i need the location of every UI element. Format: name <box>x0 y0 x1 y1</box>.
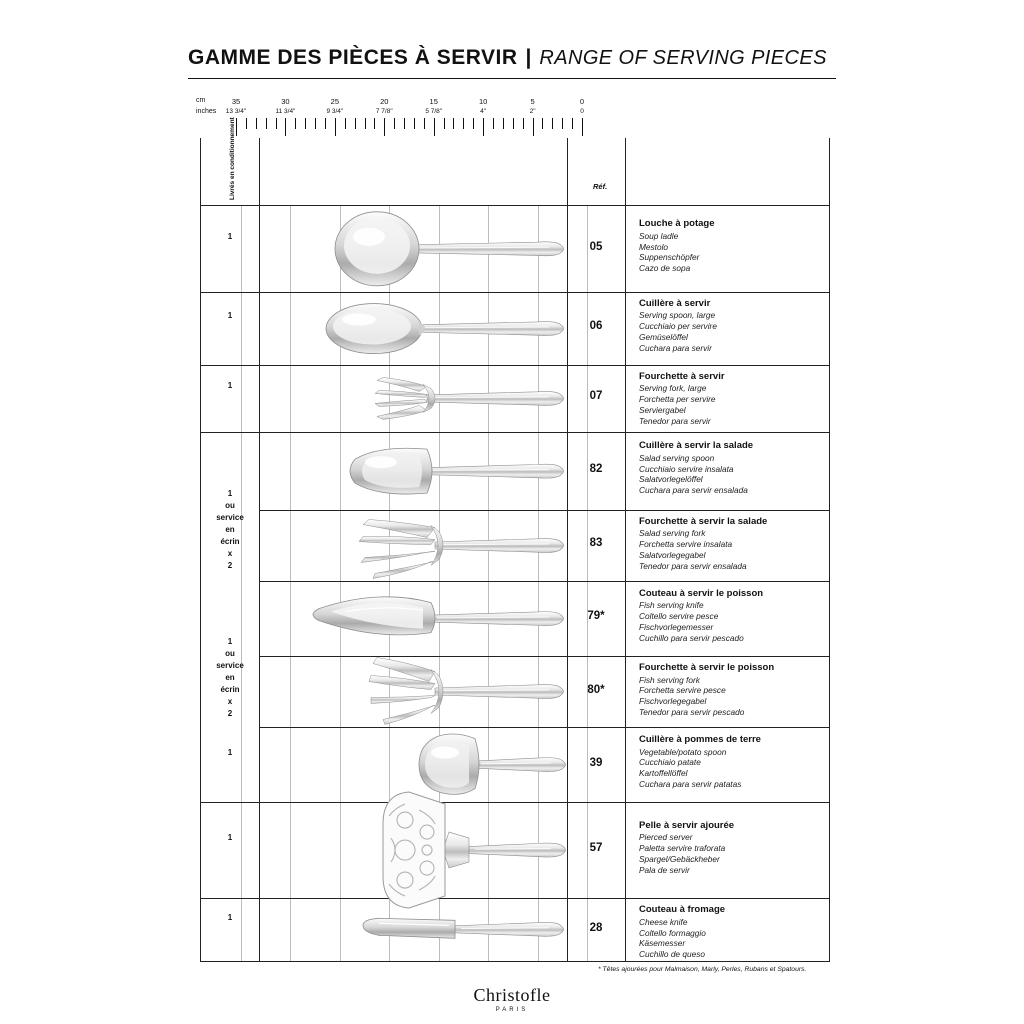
product-name-translation: Cuchara para servir <box>639 342 712 353</box>
product-name-translation: Forchetta per servire <box>639 394 716 405</box>
product-name-translation: Forchetta servire pesce <box>639 685 726 696</box>
cutlery-illustration-cheese-knife <box>259 898 567 961</box>
packaging-label <box>213 117 273 202</box>
reference-number: 83 <box>589 537 603 550</box>
ruler-tick <box>295 118 296 129</box>
brand-sub: PARIS <box>495 1007 529 1013</box>
reference-number: 57 <box>589 842 603 855</box>
table-row <box>201 898 829 961</box>
table-row <box>201 206 829 292</box>
ruler-tick <box>335 118 336 136</box>
product-names <box>639 820 825 876</box>
title-french: GAMME DES PIÈCES À SERVIR <box>188 46 518 69</box>
ruler-tick <box>345 118 346 129</box>
ruler-tick <box>483 118 484 136</box>
product-names <box>639 218 825 274</box>
ruler-tick <box>523 118 524 129</box>
product-name-translation: Coltello servire pesce <box>639 611 719 622</box>
ruler-tick <box>542 118 543 129</box>
cutlery-illustration-salad-spoon <box>259 432 567 510</box>
packaging-qty: 1 <box>227 912 233 922</box>
ruler-tick <box>285 118 286 136</box>
ruler-inch-label: 4" <box>480 108 487 115</box>
product-name-translation: Cheese knife <box>639 916 688 927</box>
ruler-cm-label: 35 <box>231 97 241 106</box>
ruler-tick <box>276 118 277 129</box>
product-name-translation: Serving spoon, large <box>639 310 716 321</box>
ruler-tick <box>434 118 435 136</box>
ruler-tick <box>305 118 306 129</box>
ruler-tick <box>394 118 395 129</box>
product-name-fr: Fourchette à servir <box>639 370 725 382</box>
packaging-qty: 1 <box>227 311 233 321</box>
ruler-tick <box>246 118 247 129</box>
cutlery-illustration-serving-fork <box>259 365 567 432</box>
cutlery-illustration-ladle <box>259 206 567 292</box>
product-name-translation: Fischvorlegemesser <box>639 622 714 633</box>
brand-name: Christofle <box>473 985 551 1005</box>
product-name-fr: Couteau à fromage <box>639 904 726 916</box>
ruler-tick <box>453 118 454 129</box>
product-name-fr: Fourchette à servir le poisson <box>639 662 775 674</box>
ruler-inch-label: 5 7/8" <box>425 108 443 115</box>
reference-number: 28 <box>589 921 603 934</box>
reference-number: 05 <box>589 240 603 253</box>
product-name-translation: Mestolo <box>639 241 669 252</box>
ruler-inch-label: 9 3/4" <box>326 108 344 115</box>
reference-number: 07 <box>589 390 603 403</box>
product-name-translation: Cazo de sopa <box>639 263 691 274</box>
ruler-tick <box>572 118 573 129</box>
ruler-cm-label: 10 <box>478 97 488 106</box>
ruler-tick <box>463 118 464 129</box>
ruler-tick <box>562 118 563 129</box>
cutlery-illustration-pierced-server <box>259 802 567 898</box>
ruler-cm-label: 15 <box>429 97 438 106</box>
ruler-tick <box>325 118 326 129</box>
table-row <box>201 510 829 581</box>
packaging-qty: 1 <box>227 747 233 757</box>
product-names <box>639 440 825 496</box>
cutlery-illustration-fish-fork <box>259 656 567 727</box>
ruler-tick <box>552 118 553 129</box>
ruler-tick <box>503 118 504 129</box>
cutlery-illustration-salad-fork <box>259 510 567 581</box>
product-name-translation: Kartoffellöffel <box>639 768 688 779</box>
ruler-inch-label: 0 <box>580 108 584 115</box>
product-name-translation: Fish serving fork <box>639 674 700 685</box>
ruler-tick <box>384 118 385 136</box>
product-name-translation: Spargel/Gebäckheber <box>639 853 720 864</box>
packaging-qty: 1 ou service en écrin x 2 <box>216 489 244 571</box>
product-name-translation: Cuchara para servir ensalada <box>639 485 748 496</box>
ruler-inch-label: 2" <box>529 108 536 115</box>
ruler-tick <box>582 118 583 136</box>
scale-ruler <box>196 96 616 136</box>
packaging-qty: 1 <box>227 833 233 843</box>
table-row <box>201 802 829 898</box>
reference-number: 80* <box>587 683 605 696</box>
ruler-cm-label: 20 <box>380 97 389 106</box>
table-row <box>201 656 829 727</box>
ruler-unit-inches: inches <box>196 108 217 115</box>
product-names <box>639 371 825 427</box>
ruler-tick <box>414 118 415 129</box>
packaging-qty: 1 <box>227 231 233 241</box>
ruler-tick <box>365 118 366 129</box>
product-names <box>639 516 825 572</box>
product-name-translation: Salad serving fork <box>639 528 706 539</box>
ruler-tick <box>256 118 257 129</box>
ruler-tick <box>513 118 514 129</box>
product-name-translation: Pierced server <box>639 832 693 843</box>
packaging-qty: 1 ou service en écrin x 2 <box>216 636 244 718</box>
product-name-translation: Cucchiaio patate <box>639 757 701 768</box>
product-name-fr: Fourchette à servir la salade <box>639 515 768 527</box>
ruler-unit-cm: cm <box>196 97 206 104</box>
product-name-translation: Forchetta servire insalata <box>639 539 733 550</box>
title-english: RANGE OF SERVING PIECES <box>539 47 827 69</box>
ruler-tick <box>444 118 445 129</box>
product-name-fr: Couteau à servir le poisson <box>639 587 764 599</box>
product-name-translation: Tenedor para servir <box>639 415 711 426</box>
product-names <box>639 734 825 790</box>
product-name-translation: Pala de servir <box>639 864 690 875</box>
product-name-translation: Vegetable/potato spoon <box>639 746 727 757</box>
product-name-translation: Cuchillo para servir pescado <box>639 632 744 643</box>
product-name-translation: Tenedor para servir pescado <box>639 706 745 717</box>
product-name-fr: Cuillère à servir la salade <box>639 440 754 452</box>
product-name-translation: Cuchara para servir patatas <box>639 779 742 790</box>
product-name-translation: Salad serving spoon <box>639 452 715 463</box>
table-row <box>201 292 829 365</box>
reference-number: 06 <box>589 320 603 333</box>
product-name-translation: Paletta servire traforata <box>639 843 726 854</box>
ruler-cm-label: 25 <box>330 97 340 106</box>
table-row <box>201 365 829 432</box>
product-names <box>639 298 825 354</box>
ruler-cm-label: 30 <box>281 97 290 106</box>
product-name-translation: Salatvorlegelöffel <box>639 474 703 485</box>
ruler-tick <box>493 118 494 129</box>
ruler-tick <box>374 118 375 129</box>
ruler-tick <box>355 118 356 129</box>
product-name-translation: Cucchiaio per servire <box>639 320 717 331</box>
ruler-tick <box>404 118 405 129</box>
packaging-qty: 1 <box>227 381 233 391</box>
product-name-fr: Louche à potage <box>639 218 715 230</box>
product-name-fr: Pelle à servir ajourée <box>639 819 735 831</box>
ruler-tick <box>473 118 474 129</box>
product-name-translation: Salatvorlegegabel <box>639 549 706 560</box>
product-name-translation: Gemüselöffel <box>639 331 688 342</box>
product-name-translation: Suppenschöpfer <box>639 252 700 263</box>
brand-logo <box>0 985 1024 1013</box>
ruler-cm-label: 0 <box>579 97 585 106</box>
cutlery-illustration-potato-spoon <box>259 727 567 802</box>
packaging-label-text: Livrés en conditionnement <box>229 117 236 200</box>
product-names <box>639 588 825 644</box>
product-name-translation: Soup ladle <box>639 230 679 241</box>
product-name-translation: Serviergabel <box>639 404 686 415</box>
title-separator: | <box>525 46 532 69</box>
table-row <box>201 727 829 802</box>
product-name-translation: Fish serving knife <box>639 600 704 611</box>
ruler-tick <box>533 118 534 136</box>
product-name-translation: Cuchillo de queso <box>639 949 705 960</box>
product-name-translation: Fischvorlegegabel <box>639 696 707 707</box>
product-name-translation: Tenedor para servir ensalada <box>639 560 747 571</box>
reference-number: 82 <box>589 462 603 475</box>
product-names <box>639 904 825 960</box>
product-name-translation: Serving fork, large <box>639 383 707 394</box>
title-divider <box>188 78 836 79</box>
table-header-zone <box>200 117 830 205</box>
reference-number: 39 <box>589 756 603 769</box>
ruler-tick <box>266 118 267 129</box>
serving-pieces-table <box>200 205 830 962</box>
product-name-translation: Käsemesser <box>639 938 686 949</box>
page-title <box>188 46 836 70</box>
reference-number: 79* <box>587 610 605 623</box>
product-names <box>639 662 825 718</box>
product-name-fr: Cuillère à servir <box>639 297 711 309</box>
ruler-tick <box>424 118 425 129</box>
ref-column-header: Réf. <box>593 182 608 191</box>
ruler-inch-label: 13 3/4" <box>225 108 247 115</box>
ruler-inch-label: 11 3/4" <box>275 108 296 115</box>
footnote: * Têtes ajourées pour Malmaison, Marly, Perles, Rubans et Spatours. <box>598 966 807 973</box>
cutlery-illustration-fish-knife <box>259 581 567 656</box>
ruler-inch-label: 7 7/8" <box>375 108 393 115</box>
ruler-tick <box>315 118 316 129</box>
product-name-fr: Cuillère à pommes de terre <box>639 734 761 746</box>
product-name-translation: Coltello formaggio <box>639 927 706 938</box>
ruler-cm-label: 5 <box>530 97 535 106</box>
cutlery-illustration-serving-spoon <box>259 292 567 365</box>
product-name-translation: Cucchiaio servire insalata <box>639 463 734 474</box>
